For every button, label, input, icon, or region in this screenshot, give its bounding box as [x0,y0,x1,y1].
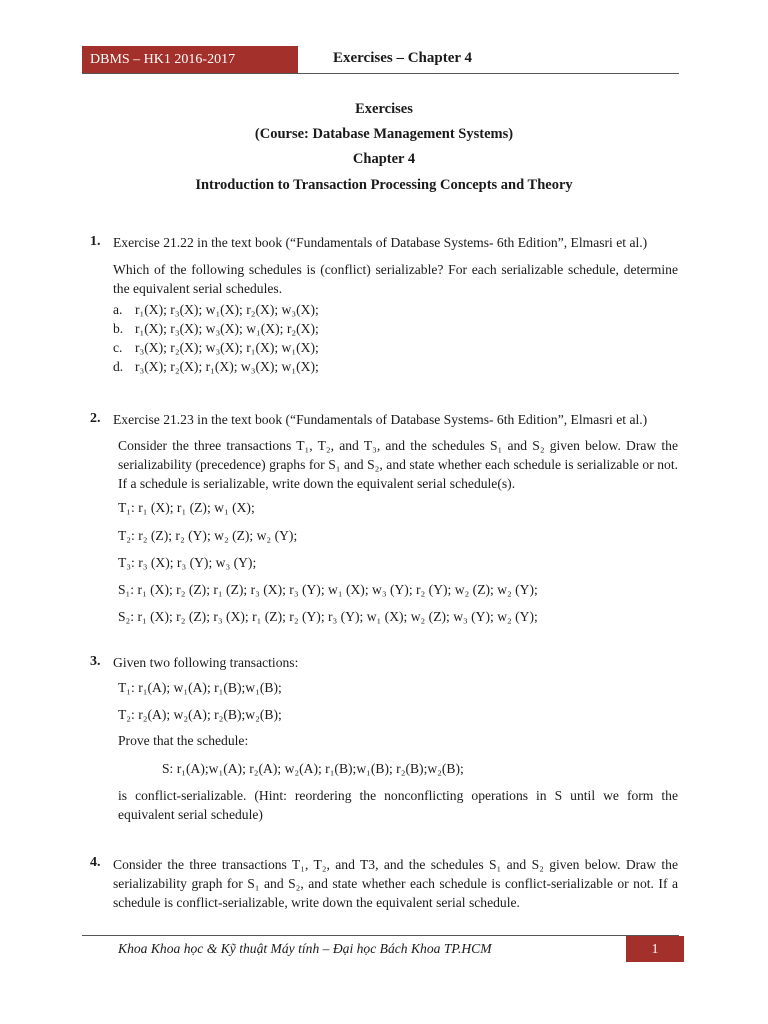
exercise-4-number: 4. [90,855,101,870]
header-course-tag: DBMS – HK1 2016-2017 [82,46,298,74]
doc-subtitle: Introduction to Transaction Processing Concepts and Theory [195,177,573,193]
exercise-4-question: Consider the three transactions T₁, T₂, and T3, and the schedules S₁ and S₂ given below. Draw the serializability graph for S₁ and S₂, and state whether each schedule is conflict-serializable or not. If a schedule is conflict-serializable, write down the equivalent serial schedule. [113,857,678,910]
exercise-1-item-letter: d. [113,359,124,374]
exercise-2-transaction: T₁: r₁ (X); r₁ (Z); w₁ (X); [118,500,255,515]
exercise-1-item-letter: c. [113,340,123,355]
exercise-2-intro: Exercise 21.23 in the text book (“Fundamentals of Database Systems- 6th Edition”, Elmasri et al.) [113,412,648,427]
exercise-3-conclusion: is conflict-serializable. (Hint: reordering the nonconflicting operations in S until we form the equivalent serial schedule) [118,788,678,822]
exercise-1-item-letter: a. [113,302,123,317]
exercise-2-schedule: S₁: r₁ (X); r₂ (Z); r₁ (Z); r₃ (X); r₃ (Y); w₁ (X); w₃ (Y); r₂ (Y); w₂ (Z); w₂ (Y); [118,582,538,597]
exercise-1-intro: Exercise 21.22 in the text book (“Fundamentals of Database Systems- 6th Edition”, Elmasri et al.) [113,235,648,250]
exercise-3-intro: Given two following transactions: [113,655,299,670]
exercise-1-item-schedule: r₁(X); r₃(X); w₃(X); w₁(X); r₂(X); [135,321,319,336]
exercise-2-number: 2. [90,411,101,426]
doc-chapter: Chapter 4 [352,151,416,167]
exercise-1-number: 1. [90,234,101,249]
exercise-1-item-letter: b. [113,321,124,336]
exercise-2-schedule: S₂: r₁ (X); r₂ (Z); r₃ (X); r₁ (Z); r₂ (Y); r₃ (Y); w₁ (X); w₂ (Z); w₃ (Y); w₂ (Y); [118,609,538,624]
header-divider [82,73,679,74]
doc-course: (Course: Database Management Systems) [254,126,514,142]
page-number: 1 [626,936,684,962]
doc-title: Exercises [355,101,413,117]
footer-text: Khoa Khoa học & Kỹ thuật Máy tính – Đại học Bách Khoa TP.HCM [118,941,492,956]
exercise-2-transaction: T₃: r₃ (X); r₃ (Y); w₃ (Y); [118,555,257,570]
exercise-3-number: 3. [90,654,101,669]
header-title: Exercises – Chapter 4 [333,50,473,66]
exercise-3-prove: Prove that the schedule: [118,733,249,748]
exercise-2-question: Consider the three transactions T₁, T₂, and T₃, and the schedules S₁ and S₂ given below. Draw the serializability (precedence) graphs for S₁ and S₂, and state whether each schedule is serializable or not. If a schedule is serializable, write down the equivalent serial schedule(s). [118,438,678,491]
exercise-1-item-schedule: r₃(X); r₂(X); r₁(X); w₃(X); w₁(X); [135,359,319,374]
exercise-1-item-schedule: r₃(X); r₂(X); w₃(X); r₁(X); w₁(X); [135,340,319,355]
exercise-3-transaction: T₁: r₁(A); w₁(A); r₁(B);w₁(B); [118,680,282,695]
footer-divider [82,935,679,936]
exercise-3-transaction: T₂: r₂(A); w₂(A); r₂(B);w₂(B); [118,707,282,722]
exercise-3-schedule: S: r₁(A);w₁(A); r₂(A); w₂(A); r₁(B);w₁(B); r₂(B);w₂(B); [162,761,464,776]
exercise-2-transaction: T₂: r₂ (Z); r₂ (Y); w₂ (Z); w₂ (Y); [118,528,298,543]
exercise-1-question: Which of the following schedules is (conflict) serializable? For each serializable schedule, determine the equivalent serial schedules. [113,262,678,296]
exercise-1-item-schedule: r₁(X); r₃(X); w₁(X); r₂(X); w₃(X); [135,302,319,317]
